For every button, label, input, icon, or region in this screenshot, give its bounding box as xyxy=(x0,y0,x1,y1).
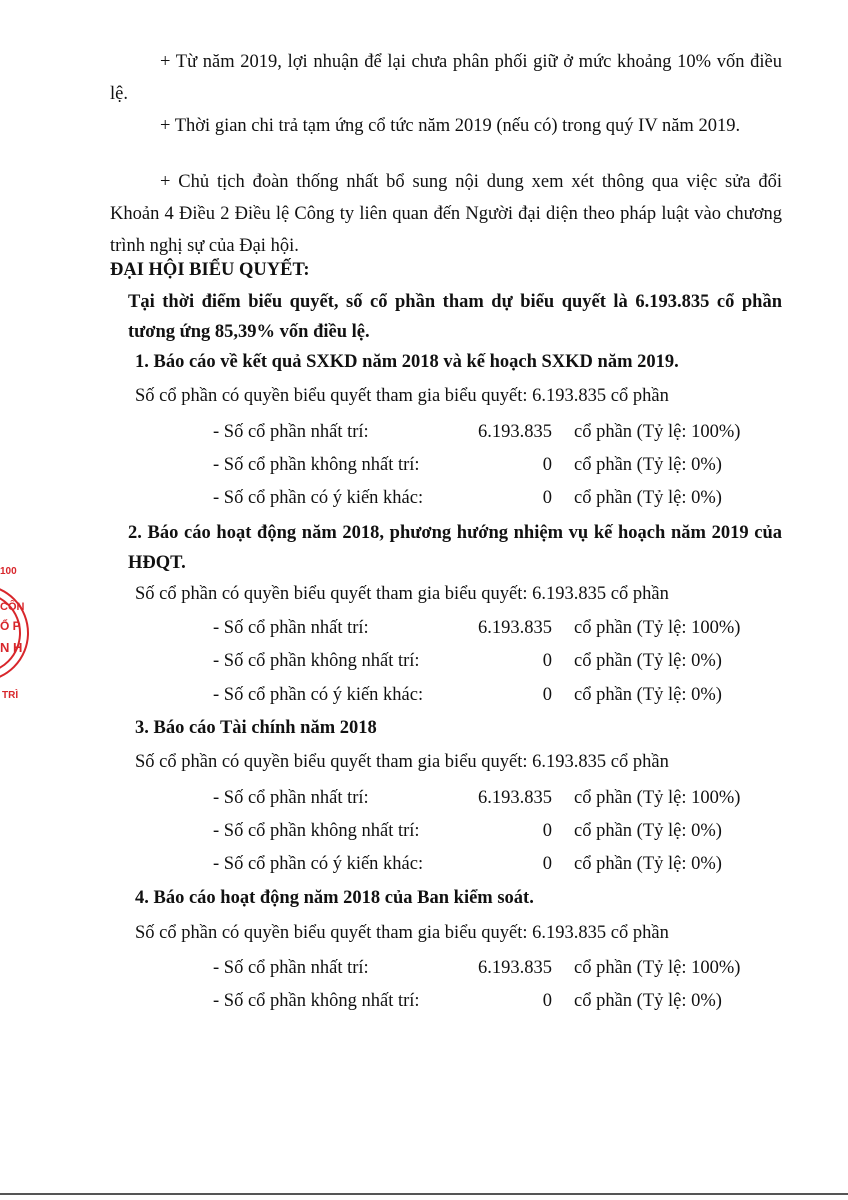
section-1-row-other xyxy=(0,486,848,510)
section-3-row-agree xyxy=(0,786,848,810)
section-1-participating: Số cổ phần có quyền biểu quyết tham gia biểu quyết: 6.193.835 cổ phần xyxy=(135,386,669,406)
row-count: 0 xyxy=(542,821,552,841)
row-unit: cổ phần (Tỷ lệ: 0%) xyxy=(574,854,722,874)
row-label: - Số cổ phần có ý kiến khác: xyxy=(213,854,424,874)
row-count: 6.193.835 xyxy=(478,618,552,638)
stamp-text-fragment: TRÌ xyxy=(2,690,19,701)
section-2-title: 2. Báo cáo hoạt động năm 2018, phương hướng nhiệm vụ kế hoạch năm 2019 của HĐQT. xyxy=(128,523,782,573)
row-count: 6.193.835 xyxy=(478,788,552,808)
row-unit: cổ phần (Tỷ lệ: 0%) xyxy=(574,685,722,705)
row-label: - Số cổ phần không nhất trí: xyxy=(213,455,420,475)
row-unit: cổ phần (Tỷ lệ: 0%) xyxy=(574,651,722,671)
row-label: - Số cổ phần có ý kiến khác: xyxy=(213,685,424,705)
section-4-title: 4. Báo cáo hoạt động năm 2018 của Ban kiểm soát. xyxy=(135,888,534,908)
row-label: - Số cổ phần nhất trí: xyxy=(213,618,369,638)
section-3-title: 3. Báo cáo Tài chính năm 2018 xyxy=(135,718,377,738)
stamp-text-fragment: CÔN xyxy=(0,601,25,613)
stamp-text-fragment: 100 xyxy=(0,566,17,577)
row-label: - Số cổ phần có ý kiến khác: xyxy=(213,488,424,508)
intro-paragraph-3: + Chủ tịch đoàn thống nhất bổ sung nội dung xem xét thông qua việc sửa đổi Khoản 4 Điều 2 Điều lệ Công ty liên quan đến Người đại diện theo pháp luật vào chương trình nghị sự của Đại hội. xyxy=(110,172,782,256)
row-label: - Số cổ phần không nhất trí: xyxy=(213,991,420,1011)
section-1-title: 1. Báo cáo về kết quả SXKD năm 2018 và kế hoạch SXKD năm 2019. xyxy=(135,352,679,372)
row-count: 0 xyxy=(542,488,552,508)
vote-summary: Tại thời điểm biểu quyết, số cổ phần tham dự biểu quyết là 6.193.835 cổ phần tương ứng 85,39% vốn điều lệ. xyxy=(128,292,782,342)
company-stamp-seal xyxy=(0,548,30,718)
section-4-row-disagree xyxy=(0,989,848,1013)
row-label: - Số cổ phần không nhất trí: xyxy=(213,651,420,671)
section-2-row-agree xyxy=(0,616,848,640)
row-count: 0 xyxy=(542,991,552,1011)
row-count: 0 xyxy=(542,651,552,671)
row-unit: cổ phần (Tỷ lệ: 0%) xyxy=(574,455,722,475)
section-3-row-disagree xyxy=(0,819,848,843)
section-3-participating: Số cổ phần có quyền biểu quyết tham gia biểu quyết: 6.193.835 cổ phần xyxy=(135,752,669,772)
row-count: 6.193.835 xyxy=(478,422,552,442)
section-4-row-agree xyxy=(0,956,848,980)
row-label: - Số cổ phần nhất trí: xyxy=(213,958,369,978)
row-unit: cổ phần (Tỷ lệ: 0%) xyxy=(574,821,722,841)
intro-paragraph-1: + Từ năm 2019, lợi nhuận để lại chưa phân phối giữ ở mức khoảng 10% vốn điều lệ. xyxy=(110,52,782,104)
row-unit: cổ phần (Tỷ lệ: 0%) xyxy=(574,991,722,1011)
row-unit: cổ phần (Tỷ lệ: 0%) xyxy=(574,488,722,508)
section-4-participating: Số cổ phần có quyền biểu quyết tham gia biểu quyết: 6.193.835 cổ phần xyxy=(135,923,669,943)
section-2-row-disagree xyxy=(0,649,848,673)
row-count: 0 xyxy=(542,455,552,475)
row-unit: cổ phần (Tỷ lệ: 100%) xyxy=(574,788,741,808)
section-2-row-other xyxy=(0,683,848,707)
row-count: 6.193.835 xyxy=(478,958,552,978)
row-count: 0 xyxy=(542,854,552,874)
section-2-participating: Số cổ phần có quyền biểu quyết tham gia biểu quyết: 6.193.835 cổ phần xyxy=(135,584,669,604)
page-bottom-edge xyxy=(0,1193,848,1195)
intro-paragraph-2: + Thời gian chi trả tạm ứng cổ tức năm 2019 (nếu có) trong quý IV năm 2019. xyxy=(160,116,741,136)
section-1-row-agree xyxy=(0,420,848,444)
vote-heading: ĐẠI HỘI BIỂU QUYẾT: xyxy=(110,260,310,280)
row-label: - Số cổ phần nhất trí: xyxy=(213,422,369,442)
stamp-text-fragment: Ổ P xyxy=(0,619,21,633)
section-3-row-other xyxy=(0,852,848,876)
row-label: - Số cổ phần nhất trí: xyxy=(213,788,369,808)
row-unit: cổ phần (Tỷ lệ: 100%) xyxy=(574,618,741,638)
row-label: - Số cổ phần không nhất trí: xyxy=(213,821,420,841)
row-count: 0 xyxy=(542,685,552,705)
row-unit: cổ phần (Tỷ lệ: 100%) xyxy=(574,422,741,442)
section-1-row-disagree xyxy=(0,453,848,477)
stamp-text-fragment: N H xyxy=(0,640,23,655)
row-unit: cổ phần (Tỷ lệ: 100%) xyxy=(574,958,741,978)
